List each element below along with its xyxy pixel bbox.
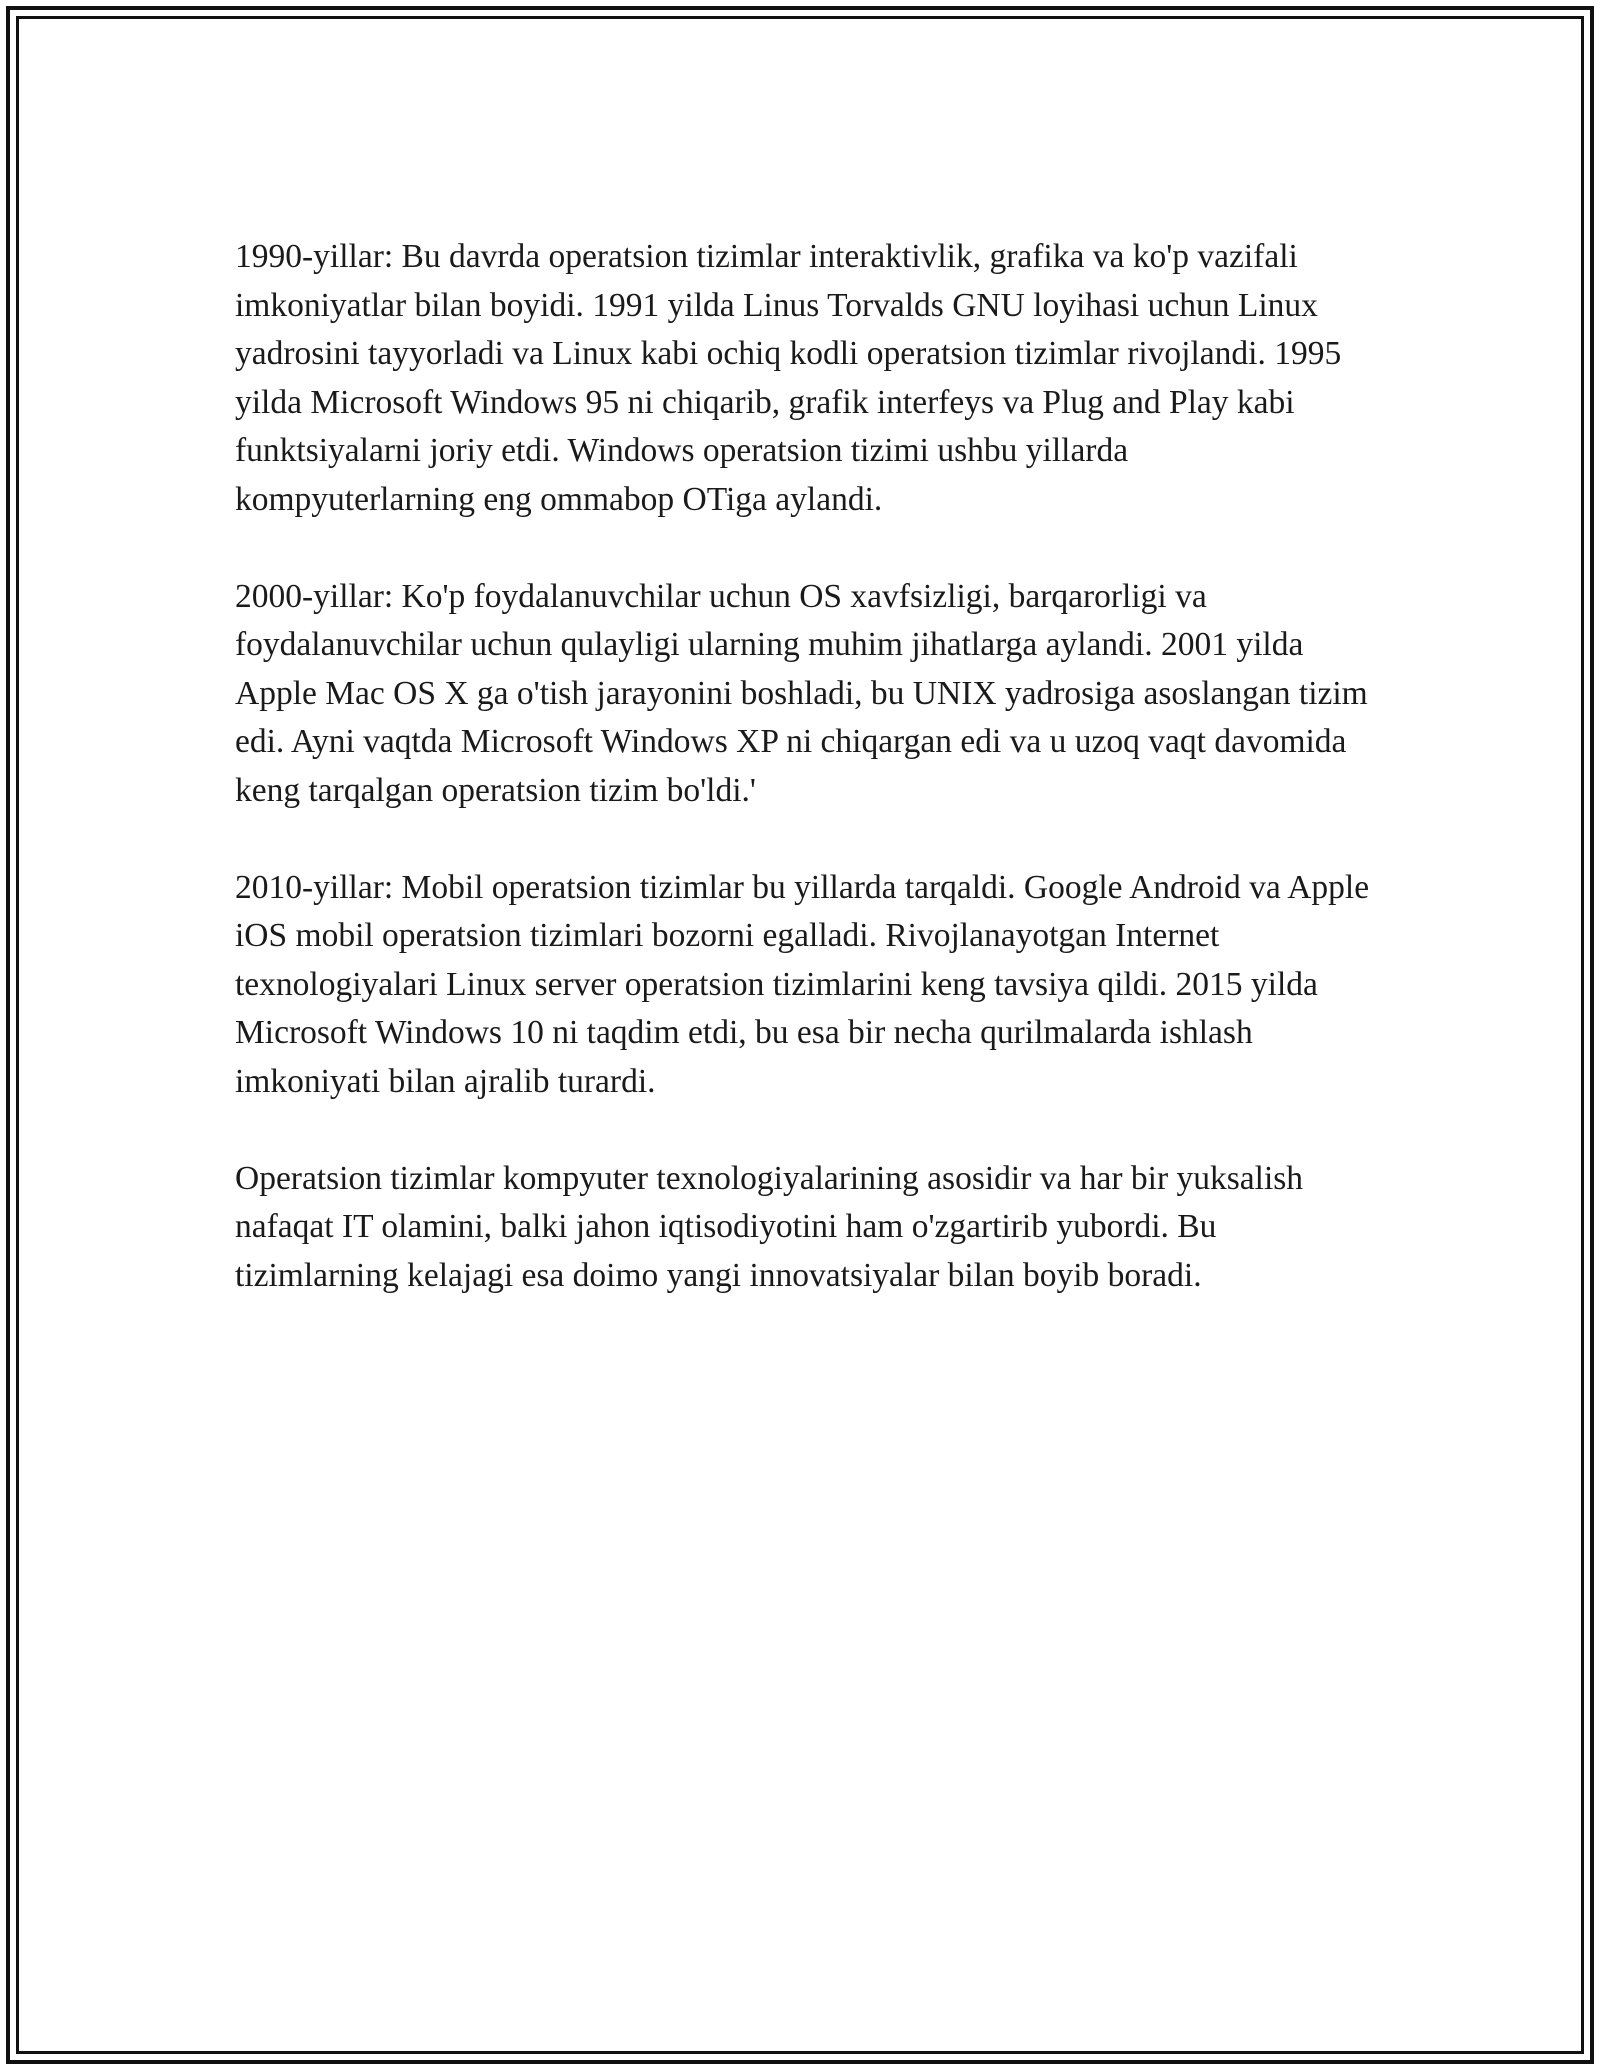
paragraph-2010s: 2010-yillar: Mobil operatsion tizimlar bu yillarda tarqaldi. Google Android va Apple iOS mobil operatsion tizimlari bozorni egalladi. Rivojlanayotgan Internet texnologiyalari Linux server operatsion tizimlarini keng tavsiya qildi. 2015 yilda Microsoft Windows 10 ni taqdim etdi, bu esa bir necha qurilmalarda ishlash imkoniyati bilan ajralib turardi. <box>235 868 1370 1100</box>
paragraph-conclusion: Operatsion tizimlar kompyuter texnologiyalarining asosidir va har bir yuksalish nafaqat IT olamini, balki jahon iqtisodiyotini ham o'zgartirib yubordi. Bu tizimlarning kelajagi esa doimo yangi innovatsiyalar bilan boyib boradi. <box>235 1159 1304 1294</box>
paragraph-1990s: 1990-yillar: Bu davrda operatsion tizimlar interaktivlik, grafika va ko'p vazifali imkoniyatlar bilan boyidi. 1991 yilda Linus Torvalds GNU loyihasi uchun Linux yadrosini tayyorladi va Linux kabi ochiq kodli operatsion tizimlar rivojlandi. 1995 yilda Microsoft Windows 95 ni chiqarib, grafik interfeys va Plug and Play kabi funktsiyalarni joriy etdi. Windows operatsion tizimi ushbu yillarda kompyuterlarning eng ommabop OTiga aylandi. <box>235 238 1342 518</box>
paragraph-2000s: 2000-yillar: Ko'p foydalanuvchilar uchun OS xavfsizligi, barqarorligi va foydalanuvchilar uchun qulayligi ularning muhim jihatlarga aylandi. 2001 yilda Apple Mac OS X ga o'tish jarayonini boshladi, bu UNIX yadrosiga asoslangan tizim edi. Ayni vaqtda Microsoft Windows XP ni chiqargan edi va u uzoq vaqt davomida keng tarqalgan operatsion tizim bo'ldi.' <box>235 577 1368 809</box>
document-body <box>235 233 1375 1349</box>
